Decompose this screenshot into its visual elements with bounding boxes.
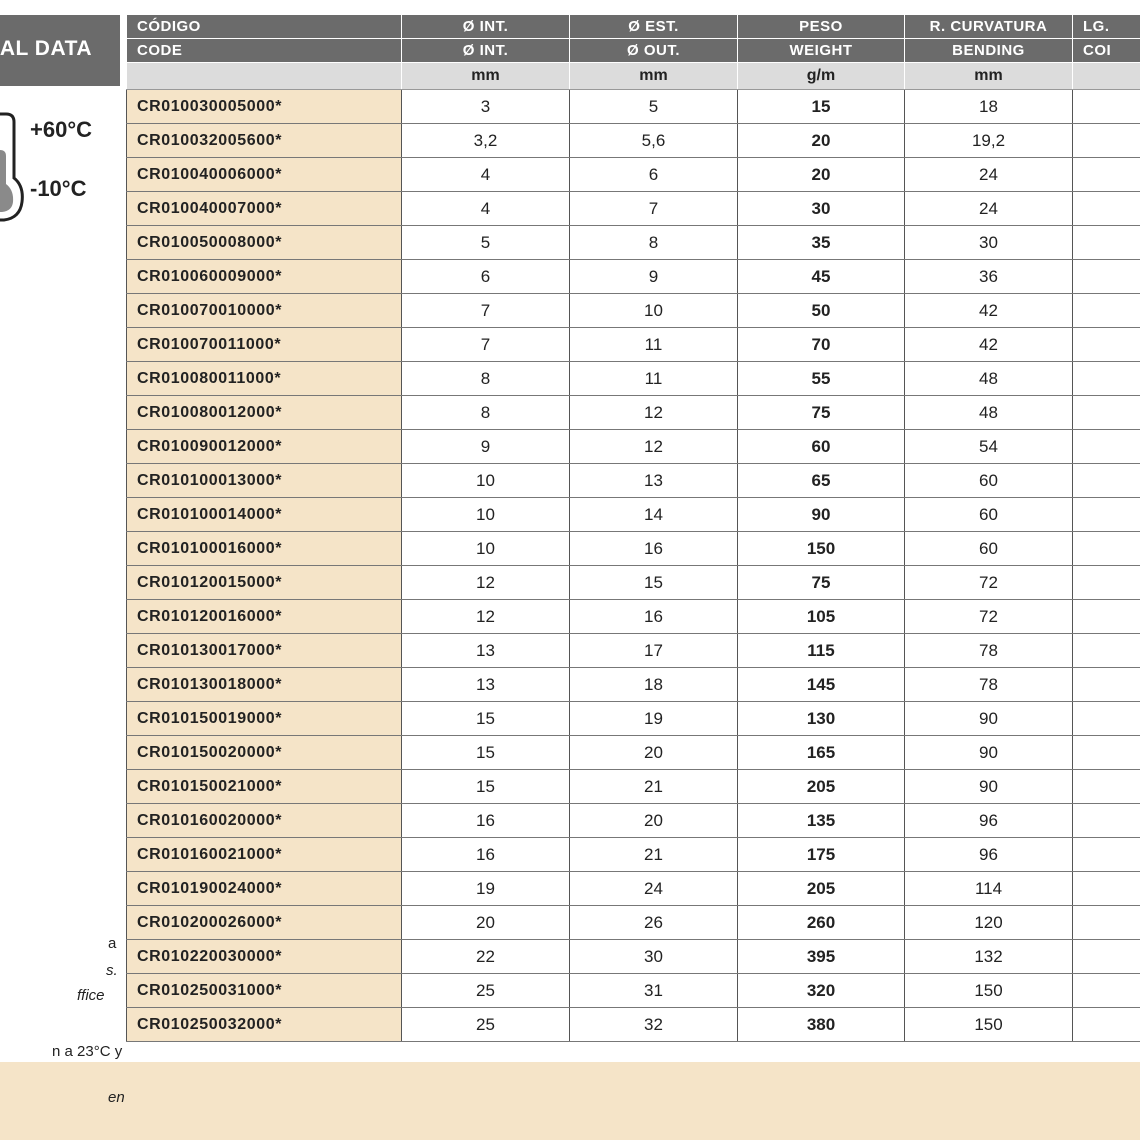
table-row [127, 872, 1140, 906]
cell-code: CR010080011000* [127, 362, 402, 396]
cell-inner-diameter: 7 [402, 294, 570, 328]
cell-inner-diameter: 4 [402, 192, 570, 226]
table-row [127, 260, 1140, 294]
table-row [127, 90, 1140, 124]
cell-inner-diameter: 19 [402, 872, 570, 906]
cell-outer-diameter: 6 [570, 158, 738, 192]
cell-coil [1073, 464, 1140, 498]
cell-code: CR010190024000* [127, 872, 402, 906]
table-row [127, 736, 1140, 770]
cell-bending: 42 [905, 328, 1073, 362]
table-row [127, 668, 1140, 702]
table-row [127, 702, 1140, 736]
cell-coil [1073, 906, 1140, 940]
table-body [127, 90, 1140, 1042]
cell-weight: 20 [738, 124, 905, 158]
cell-inner-diameter: 8 [402, 362, 570, 396]
cell-coil [1073, 566, 1140, 600]
col-header-outer-diameter-es: Ø EST. [570, 15, 738, 39]
cell-weight: 15 [738, 90, 905, 124]
cell-outer-diameter: 8 [570, 226, 738, 260]
cell-weight: 105 [738, 600, 905, 634]
technical-data-title: AL DATA [0, 37, 92, 60]
cell-inner-diameter: 22 [402, 940, 570, 974]
cell-outer-diameter: 26 [570, 906, 738, 940]
cell-coil [1073, 1008, 1140, 1042]
cell-outer-diameter: 24 [570, 872, 738, 906]
cell-weight: 65 [738, 464, 905, 498]
cell-inner-diameter: 16 [402, 804, 570, 838]
unit-coil [1073, 63, 1140, 90]
cell-weight: 30 [738, 192, 905, 226]
technical-data-header [0, 15, 120, 86]
cell-bending: 96 [905, 838, 1073, 872]
cell-code: CR010130018000* [127, 668, 402, 702]
cell-weight: 50 [738, 294, 905, 328]
cell-code: CR010100014000* [127, 498, 402, 532]
cell-inner-diameter: 15 [402, 770, 570, 804]
col-header-inner-diameter-es: Ø INT. [402, 15, 570, 39]
cell-outer-diameter: 20 [570, 804, 738, 838]
note-fragment: a [108, 935, 117, 952]
cell-inner-diameter: 25 [402, 974, 570, 1008]
cell-bending: 42 [905, 294, 1073, 328]
cell-bending: 90 [905, 770, 1073, 804]
cell-inner-diameter: 5 [402, 226, 570, 260]
col-header-code-en: CODE [127, 39, 402, 63]
thermometer-icon [0, 110, 30, 225]
cell-inner-diameter: 6 [402, 260, 570, 294]
cell-code: CR010030005000* [127, 90, 402, 124]
cell-outer-diameter: 9 [570, 260, 738, 294]
cell-bending: 60 [905, 464, 1073, 498]
cell-code: CR010150019000* [127, 702, 402, 736]
cell-code: CR010040007000* [127, 192, 402, 226]
cell-outer-diameter: 11 [570, 362, 738, 396]
table-row [127, 328, 1140, 362]
cell-weight: 60 [738, 430, 905, 464]
cell-code: CR010060009000* [127, 260, 402, 294]
table-row [127, 838, 1140, 872]
cell-coil [1073, 226, 1140, 260]
col-header-weight-es: PESO [738, 15, 905, 39]
cell-inner-diameter: 13 [402, 668, 570, 702]
cell-coil [1073, 498, 1140, 532]
cell-code: CR010090012000* [127, 430, 402, 464]
cell-coil [1073, 940, 1140, 974]
cell-inner-diameter: 15 [402, 702, 570, 736]
table-row [127, 124, 1140, 158]
cell-inner-diameter: 9 [402, 430, 570, 464]
note-fragment: ffice [77, 987, 105, 1004]
cell-bending: 90 [905, 702, 1073, 736]
cell-code: CR010080012000* [127, 396, 402, 430]
cell-inner-diameter: 8 [402, 396, 570, 430]
cell-outer-diameter: 31 [570, 974, 738, 1008]
table-row [127, 600, 1140, 634]
cell-inner-diameter: 7 [402, 328, 570, 362]
table-row [127, 498, 1140, 532]
cell-weight: 35 [738, 226, 905, 260]
cell-outer-diameter: 10 [570, 294, 738, 328]
cell-code: CR010070010000* [127, 294, 402, 328]
cell-outer-diameter: 16 [570, 600, 738, 634]
cell-coil [1073, 158, 1140, 192]
cell-weight: 135 [738, 804, 905, 838]
cell-coil [1073, 702, 1140, 736]
cell-bending: 60 [905, 498, 1073, 532]
cell-inner-diameter: 10 [402, 532, 570, 566]
cell-bending: 24 [905, 192, 1073, 226]
table-row [127, 634, 1140, 668]
table-row [127, 294, 1140, 328]
cell-coil [1073, 90, 1140, 124]
bottom-band [0, 1062, 1140, 1140]
table-row [127, 770, 1140, 804]
cell-bending: 72 [905, 566, 1073, 600]
cell-bending: 36 [905, 260, 1073, 294]
cell-coil [1073, 600, 1140, 634]
cell-inner-diameter: 15 [402, 736, 570, 770]
table-row [127, 532, 1140, 566]
cell-code: CR010220030000* [127, 940, 402, 974]
header-row-en [127, 39, 1140, 63]
cell-weight: 20 [738, 158, 905, 192]
cell-outer-diameter: 12 [570, 430, 738, 464]
cell-code: CR010250032000* [127, 1008, 402, 1042]
cell-inner-diameter: 3 [402, 90, 570, 124]
table-row [127, 804, 1140, 838]
cell-outer-diameter: 21 [570, 770, 738, 804]
cell-bending: 54 [905, 430, 1073, 464]
table-row [127, 906, 1140, 940]
cell-bending: 132 [905, 940, 1073, 974]
cell-inner-diameter: 3,2 [402, 124, 570, 158]
cell-coil [1073, 362, 1140, 396]
cell-bending: 96 [905, 804, 1073, 838]
col-header-bending-en: BENDING [905, 39, 1073, 63]
col-header-inner-diameter-en: Ø INT. [402, 39, 570, 63]
cell-code: CR010100013000* [127, 464, 402, 498]
cell-weight: 165 [738, 736, 905, 770]
cell-weight: 205 [738, 770, 905, 804]
cell-weight: 320 [738, 974, 905, 1008]
cell-weight: 115 [738, 634, 905, 668]
cell-weight: 175 [738, 838, 905, 872]
cell-bending: 48 [905, 396, 1073, 430]
cell-code: CR010050008000* [127, 226, 402, 260]
cell-bending: 150 [905, 1008, 1073, 1042]
cell-inner-diameter: 12 [402, 600, 570, 634]
temperature-min: -10°C [30, 176, 87, 201]
note-fragment: en [108, 1089, 125, 1106]
table-row [127, 974, 1140, 1008]
cell-bending: 19,2 [905, 124, 1073, 158]
cell-outer-diameter: 18 [570, 668, 738, 702]
cell-inner-diameter: 10 [402, 464, 570, 498]
cell-code: CR010130017000* [127, 634, 402, 668]
cell-bending: 24 [905, 158, 1073, 192]
cell-coil [1073, 770, 1140, 804]
units-row [127, 63, 1140, 90]
cell-outer-diameter: 16 [570, 532, 738, 566]
cell-code: CR010200026000* [127, 906, 402, 940]
unit-weight: g/m [738, 63, 905, 90]
note-fragment: s. [106, 962, 118, 979]
cell-outer-diameter: 15 [570, 566, 738, 600]
table-row [127, 1008, 1140, 1042]
cell-bending: 18 [905, 90, 1073, 124]
cell-outer-diameter: 5,6 [570, 124, 738, 158]
cell-outer-diameter: 7 [570, 192, 738, 226]
cell-code: CR010032005600* [127, 124, 402, 158]
cell-code: CR010160020000* [127, 804, 402, 838]
cell-bending: 30 [905, 226, 1073, 260]
table-row [127, 940, 1140, 974]
cell-coil [1073, 396, 1140, 430]
cell-outer-diameter: 11 [570, 328, 738, 362]
table-row [127, 396, 1140, 430]
cell-code: CR010250031000* [127, 974, 402, 1008]
col-header-coil-es: LG. [1073, 15, 1140, 39]
cell-weight: 205 [738, 872, 905, 906]
cell-coil [1073, 838, 1140, 872]
cell-bending: 60 [905, 532, 1073, 566]
cell-coil [1073, 736, 1140, 770]
cell-inner-diameter: 4 [402, 158, 570, 192]
cell-weight: 395 [738, 940, 905, 974]
cell-inner-diameter: 10 [402, 498, 570, 532]
cell-weight: 70 [738, 328, 905, 362]
table-row [127, 158, 1140, 192]
cell-code: CR010120016000* [127, 600, 402, 634]
cell-outer-diameter: 13 [570, 464, 738, 498]
cell-weight: 380 [738, 1008, 905, 1042]
cell-coil [1073, 974, 1140, 1008]
cell-coil [1073, 260, 1140, 294]
cell-code: CR010160021000* [127, 838, 402, 872]
table-row [127, 226, 1140, 260]
col-header-coil-en: COI [1073, 39, 1140, 63]
cell-coil [1073, 804, 1140, 838]
cell-weight: 260 [738, 906, 905, 940]
product-spec-table [126, 15, 1140, 1042]
cell-outer-diameter: 5 [570, 90, 738, 124]
cell-coil [1073, 124, 1140, 158]
cell-weight: 90 [738, 498, 905, 532]
cell-coil [1073, 634, 1140, 668]
table-row [127, 192, 1140, 226]
cell-outer-diameter: 32 [570, 1008, 738, 1042]
cell-bending: 72 [905, 600, 1073, 634]
unit-bending: mm [905, 63, 1073, 90]
cell-inner-diameter: 20 [402, 906, 570, 940]
temperature-max: +60°C [30, 117, 93, 142]
cell-inner-diameter: 25 [402, 1008, 570, 1042]
cell-bending: 78 [905, 668, 1073, 702]
cell-outer-diameter: 21 [570, 838, 738, 872]
cell-coil [1073, 294, 1140, 328]
cell-code: CR010070011000* [127, 328, 402, 362]
cell-outer-diameter: 17 [570, 634, 738, 668]
cell-weight: 130 [738, 702, 905, 736]
cell-weight: 45 [738, 260, 905, 294]
col-header-outer-diameter-en: Ø OUT. [570, 39, 738, 63]
unit-code [127, 63, 402, 90]
cell-weight: 75 [738, 396, 905, 430]
cell-outer-diameter: 30 [570, 940, 738, 974]
table-row [127, 362, 1140, 396]
table-row [127, 566, 1140, 600]
cell-inner-diameter: 13 [402, 634, 570, 668]
cell-bending: 150 [905, 974, 1073, 1008]
cell-weight: 145 [738, 668, 905, 702]
cell-code: CR010100016000* [127, 532, 402, 566]
left-panel [0, 0, 126, 1140]
cell-code: CR010150020000* [127, 736, 402, 770]
cell-coil [1073, 192, 1140, 226]
cell-coil [1073, 430, 1140, 464]
cell-bending: 48 [905, 362, 1073, 396]
cell-coil [1073, 872, 1140, 906]
cell-coil [1073, 328, 1140, 362]
col-header-code-es: CÓDIGO [127, 15, 402, 39]
cell-weight: 55 [738, 362, 905, 396]
cell-outer-diameter: 12 [570, 396, 738, 430]
cell-bending: 114 [905, 872, 1073, 906]
cell-bending: 90 [905, 736, 1073, 770]
cell-inner-diameter: 16 [402, 838, 570, 872]
cell-coil [1073, 668, 1140, 702]
cell-weight: 75 [738, 566, 905, 600]
cell-inner-diameter: 12 [402, 566, 570, 600]
cell-code: CR010040006000* [127, 158, 402, 192]
cell-code: CR010120015000* [127, 566, 402, 600]
unit-inner-diameter: mm [402, 63, 570, 90]
cell-bending: 78 [905, 634, 1073, 668]
table-row [127, 430, 1140, 464]
cell-outer-diameter: 14 [570, 498, 738, 532]
col-header-bending-es: R. CURVATURA [905, 15, 1073, 39]
cell-code: CR010150021000* [127, 770, 402, 804]
header-row-es [127, 15, 1140, 39]
unit-outer-diameter: mm [570, 63, 738, 90]
cell-bending: 120 [905, 906, 1073, 940]
cell-coil [1073, 532, 1140, 566]
note-fragment: n a 23°C y [52, 1043, 123, 1060]
cell-outer-diameter: 19 [570, 702, 738, 736]
col-header-weight-en: WEIGHT [738, 39, 905, 63]
table-row [127, 464, 1140, 498]
cell-outer-diameter: 20 [570, 736, 738, 770]
cell-weight: 150 [738, 532, 905, 566]
